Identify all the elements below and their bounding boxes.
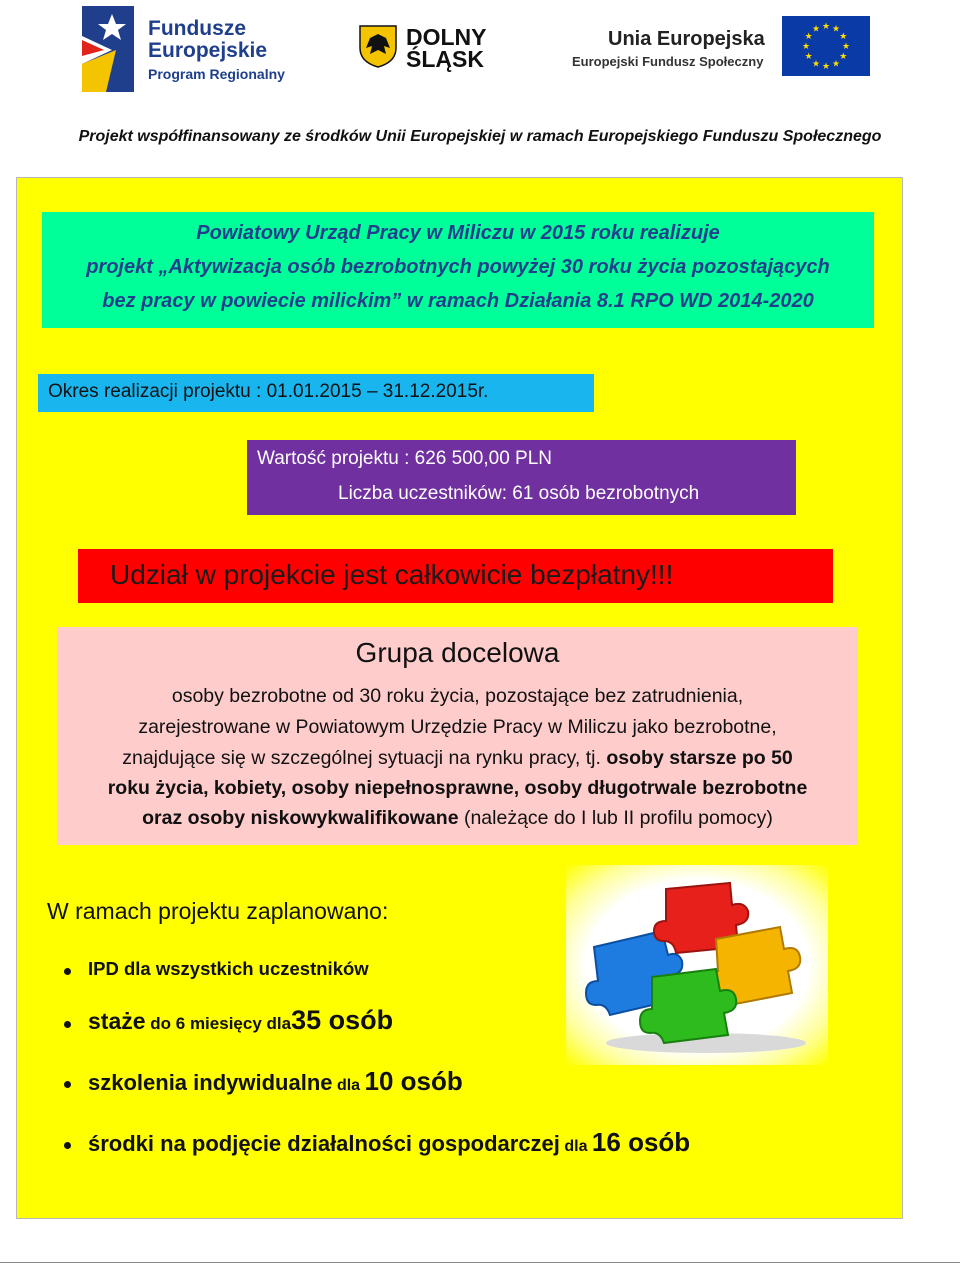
unia-europejska-logo (570, 16, 872, 80)
eu-flag-icon (782, 16, 870, 76)
plan-item-srodki-text (88, 1127, 690, 1158)
dolny-slask-shield-icon (358, 24, 398, 68)
bullet-icon (64, 1142, 71, 1149)
ds-logo-line1: DOLNY (406, 24, 487, 50)
eu-star-icon: ★ (831, 58, 841, 69)
target-title: Grupa docelowa (355, 637, 560, 668)
project-info-box (42, 212, 874, 328)
plan-item-staze-text (88, 1005, 393, 1036)
plan-item-staze-a: staże (88, 1008, 146, 1034)
plan-item-szkolenia-a: szkolenia indywidualne (88, 1070, 333, 1095)
target-line-4: roku życia, kobiety, osoby niepełnosprawne, osoby długotrwale bezrobotne (107, 777, 808, 799)
period-box (38, 374, 594, 412)
fundusze-europejskie-mark-icon (82, 6, 134, 92)
free-text: Udział w projekcie jest całkowicie bezpłatny!!! (110, 559, 674, 590)
plan-item-szkolenia-c: 10 osób (364, 1066, 463, 1096)
puzzle-icon (566, 865, 828, 1065)
free-box (78, 549, 833, 603)
plan-title: W ramach projektu zaplanowano: (47, 898, 389, 924)
period-text: Okres realizacji projektu : 01.01.2015 – 31.12.2015r. (48, 381, 489, 402)
value-text: Wartość projektu : 626 500,00 PLN (257, 448, 553, 469)
ue-logo-line2: Europejski Fundusz Społeczny (572, 54, 764, 69)
bottom-divider (0, 1262, 960, 1263)
eu-star-icon: ★ (821, 21, 831, 31)
eu-star-icon: ★ (839, 51, 848, 61)
bullet-icon (64, 1081, 71, 1088)
target-line-3 (57, 747, 858, 770)
eu-star-icon: ★ (811, 58, 821, 69)
target-line-1: osoby bezrobotne od 30 roku życia, pozostające bez zatrudnienia, (171, 685, 744, 707)
eu-star-icon: ★ (839, 31, 848, 41)
eu-star-icon: ★ (804, 31, 813, 41)
cofinancing-note: Projekt współfinansowany ze środków Unii Europejskiej w ramach Europejskiego Funduszu Społecznego (78, 128, 882, 145)
plan-item-ipd-text: IPD dla wszystkich uczestników (88, 958, 369, 979)
plan-item-szkolenia-b: dla (332, 1077, 365, 1094)
ds-logo-line2: ŚLĄSK (406, 46, 484, 72)
plan-item-srodki-b: dla (559, 1138, 592, 1155)
target-line-3-b: osoby starsze po 50 (606, 747, 793, 769)
bullet-icon (64, 968, 71, 975)
eu-star-icon: ★ (811, 23, 821, 34)
dolny-slask-logo (356, 22, 501, 76)
target-group-box (57, 627, 858, 845)
target-line-5-a: oraz osoby niskowykwalifikowane (142, 807, 459, 829)
target-line-3-a: znajdujące się w szczególnej sytuacji na rynku pracy, tj. (122, 747, 607, 769)
target-line-5 (57, 807, 858, 830)
eu-star-icon: ★ (831, 23, 841, 34)
target-line-5-b: (należące do I lub II profilu pomocy) (458, 807, 773, 829)
ue-logo-line1: Unia Europejska (608, 28, 765, 50)
plan-item-staze-b: do 6 miesięcy dla (145, 1014, 292, 1033)
target-line-2: zarejestrowane w Powiatowym Urzędzie Pracy w Miliczu jako bezrobotne, (138, 716, 777, 738)
plan-item-srodki-c: 16 osób (591, 1127, 691, 1157)
participants-text: Liczba uczestników: 61 osób bezrobotnych (338, 483, 700, 504)
bullet-icon (64, 1021, 71, 1028)
eu-star-icon: ★ (821, 61, 831, 71)
project-line-2: projekt „Aktywizacja osób bezrobotnych powyżej 30 roku życia pozostających (86, 256, 830, 278)
eu-star-icon: ★ (841, 41, 851, 51)
plan-item-szkolenia-text (88, 1066, 463, 1097)
eu-star-icon: ★ (801, 41, 811, 51)
fundusze-europejskie-logo (82, 6, 312, 96)
plan-item-srodki-a: środki na podjęcie działalności gospodarczej (88, 1131, 560, 1156)
eu-star-icon: ★ (804, 51, 813, 61)
fe-logo-line1: Fundusze (148, 17, 246, 40)
value-box (247, 440, 796, 515)
puzzle-image (566, 865, 828, 1065)
fe-logo-line3: Program Regionalny (148, 66, 285, 82)
project-line-1: Powiatowy Urząd Pracy w Miliczu w 2015 roku realizuje (196, 222, 720, 244)
fe-logo-line2: Europejskie (148, 39, 268, 62)
project-line-3: bez pracy w powiecie milickim” w ramach Działania 8.1 RPO WD 2014-2020 (102, 290, 814, 312)
plan-item-staze-c: 35 osób (291, 1005, 394, 1035)
